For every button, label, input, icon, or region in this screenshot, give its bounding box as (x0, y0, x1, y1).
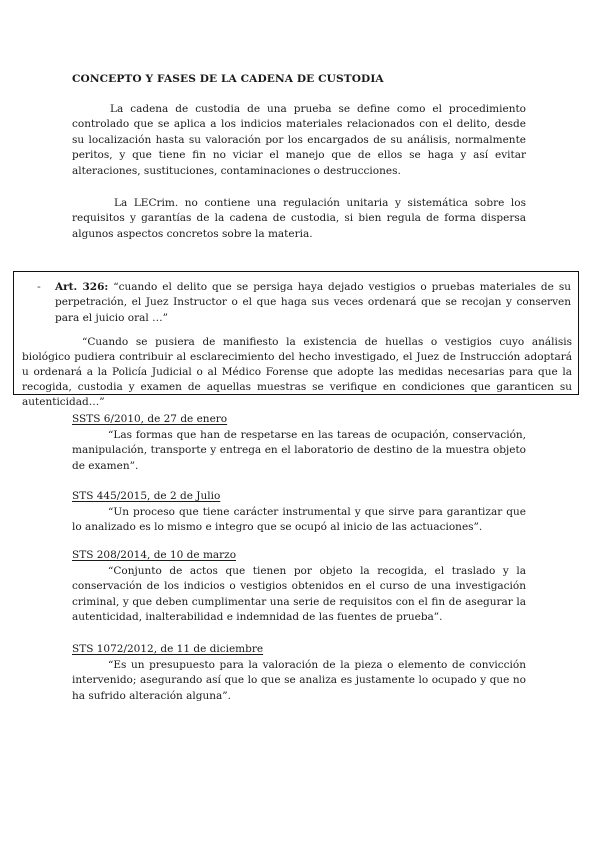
case-title: STS 1072/2012, de 11 de diciembre (72, 643, 264, 655)
case-title: STS 445/2015, de 2 de Julio (72, 490, 221, 502)
article-text: “cuando el delito que se persiga haya dejado vestigios o pruebas materiales de su perpetración, el Juez Instructor o el que haga sus veces ordenará que se recojan y conserven para el juicio oral …” (55, 281, 571, 324)
article-326-paragraph (55, 280, 571, 326)
paragraph-definition: La cadena de custodia de una prueba se define como el procedimiento controlado que se aplica a los indicios materiales relacionados con el delito, desde su localización hasta su valoración por los encargados de su análisis, normalmente peritos, y que tiene fin no viciar el manejo que de ellos se haga y así evitar alteraciones, sustituciones, contaminaciones o destrucciones. (72, 103, 526, 177)
case-quote: “Las formas que han de respetarse en las tareas de ocupación, conservación, manipulación, transporte y entrega en el laboratorio de destino de la muestra objeto de examen”. (72, 429, 526, 472)
case-quote: “Es un presupuesto para la valoración de la pieza o elemento de convicción intervenido; asegurando así que lo que se analiza es justamente lo ocupado y que no ha sufrido alteración alguna”. (72, 659, 526, 702)
page-title: CONCEPTO Y FASES DE LA CADENA DE CUSTODIA (72, 73, 384, 85)
paragraph-lecrim: La LECrim. no contiene una regulación unitaria y sistemática sobre los requisitos y garantías de la cadena de custodia, si bien regula de forma dispersa algunos aspectos concretos sobre la materia. (72, 197, 526, 240)
law-quote: “Cuando se pusiera de manifiesto la existencia de huellas o vestigios cuyo análisis biológico pudiera contribuir al esclarecimiento del hecho investigado, el Juez de Instrucción adoptará u ordenará a la Policía Judicial o al Médico Forense que adopte las medidas necesarias para que la recogida, custodia y examen de aquellas muestras se verifique en condiciones que garanticen su autenticidad…” (22, 336, 572, 409)
case-quote: “Conjunto de actos que tienen por objeto la recogida, el traslado y la conservación de los indicios o vestigios obtenidos en el curso de una investigación criminal, y que deben cumplimentar una serie de requisitos con el fin de asegurar la autenticidad, inalterabilidad e indemnidad de las fuentes de prueba”. (72, 565, 526, 624)
case-title: SSTS 6/2010, de 27 de enero (72, 413, 228, 425)
case-quote: “Un proceso que tiene carácter instrumental y que sirve para garantizar que lo analizado es lo mismo e integro que se ocupó al inicio de las actuaciones”. (72, 506, 526, 534)
law-citation-box (13, 271, 579, 409)
bullet-dash: - (37, 281, 41, 293)
case-title: STS 208/2014, de 10 de marzo (72, 549, 237, 561)
article-label: Art. 326: (55, 281, 109, 293)
